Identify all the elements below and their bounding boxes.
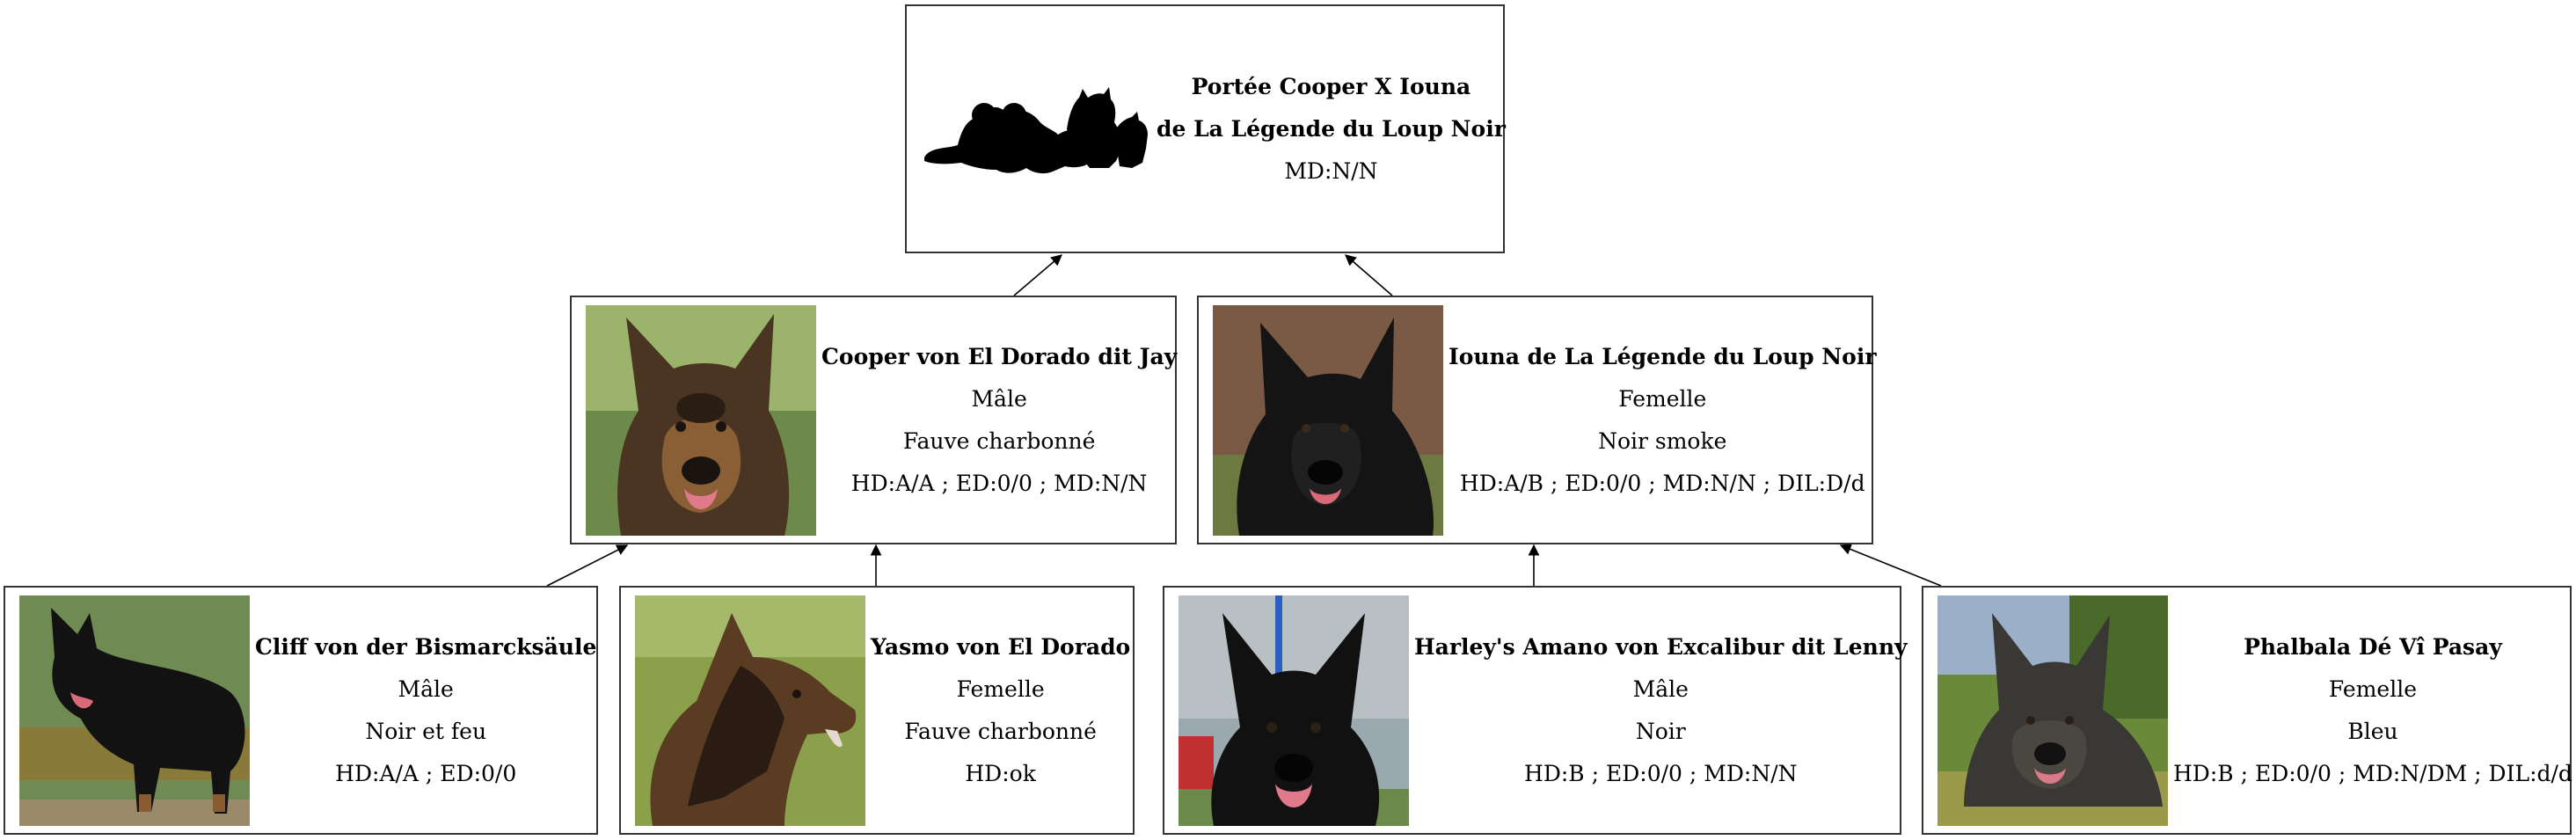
sire-sire-name: Cliff von der Bismarcksäule <box>255 633 597 660</box>
dam-sire-info <box>1409 626 1913 795</box>
sire-sire-health: HD:A/A ; ED:0/0 <box>335 760 517 786</box>
dam-sire-color: Noir <box>1635 718 1686 744</box>
dam-dam-color: Bleu <box>2347 718 2398 744</box>
dam-dam-health: HD:B ; ED:0/0 ; MD:N/DM ; DIL:d/d <box>2173 760 2572 786</box>
sire-dam-name: Yasmo von El Dorado <box>871 633 1131 660</box>
dam-node <box>1197 296 1877 544</box>
dam-sex: Femelle <box>1618 385 1707 412</box>
litter-title: Portée Cooper X Iouna <box>1191 73 1471 99</box>
dam-sire-name: Harley's Amano von Excalibur dit Lenny <box>1414 633 1908 660</box>
dam-name: Iouna de La Légende du Loup Noir <box>1449 343 1877 369</box>
litter-info <box>1151 66 1511 193</box>
dog-photo-blue-lying <box>1937 595 2168 826</box>
sire-sire-sex: Mâle <box>398 676 454 702</box>
litter-health: MD:N/N <box>1284 157 1378 184</box>
dog-photo-tan-sable <box>586 305 816 536</box>
sire-color: Fauve charbonné <box>902 427 1096 454</box>
dam-dam-node <box>1922 586 2572 835</box>
dam-color: Noir smoke <box>1598 427 1727 454</box>
dam-dam-sex: Femelle <box>2328 676 2417 702</box>
dog-photo-black <box>1213 305 1443 536</box>
dam-dam-info <box>2168 626 2576 795</box>
edge-sire-to-root <box>1014 255 1062 296</box>
sire-health: HD:A/A ; ED:0/0 ; MD:N/N <box>850 470 1148 496</box>
dam-sire-health: HD:B ; ED:0/0 ; MD:N/N <box>1524 760 1798 786</box>
sire-dam-color: Fauve charbonné <box>904 718 1097 744</box>
dam-sire-node <box>1163 586 1908 835</box>
dog-photo-black-front <box>1179 595 1409 826</box>
edge-dam-dam-to-dam <box>1841 545 1941 586</box>
sire-dam-health: HD:ok <box>965 760 1036 786</box>
puppies-silhouette-icon <box>921 77 1151 182</box>
dam-info <box>1443 336 1882 505</box>
litter-node <box>905 4 1505 253</box>
dam-health: HD:A/B ; ED:0/0 ; MD:N/N ; DIL:D/d <box>1459 470 1865 496</box>
sire-dam-sex: Femelle <box>956 676 1045 702</box>
dam-dam-name: Phalbala Dé Vî Pasay <box>2244 633 2502 660</box>
sire-sire-color: Noir et feu <box>365 718 487 744</box>
litter-subtitle: de La Légende du Loup Noir <box>1157 115 1506 142</box>
dam-sire-sex: Mâle <box>1632 676 1689 702</box>
sire-info <box>816 336 1182 505</box>
dog-photo-black-tan-standing <box>19 595 250 826</box>
dog-photo-sable-profile <box>635 595 865 826</box>
edge-dam-to-root <box>1346 255 1392 296</box>
edge-sire-sire-to-sire <box>547 545 627 586</box>
sire-dam-node <box>619 586 1135 835</box>
sire-sire-node <box>4 586 598 835</box>
sire-name: Cooper von El Dorado dit Jay <box>821 343 1178 369</box>
sire-sire-info <box>250 626 602 795</box>
sire-sex: Mâle <box>971 385 1027 412</box>
sire-dam-info <box>865 626 1135 795</box>
sire-node <box>570 296 1177 544</box>
